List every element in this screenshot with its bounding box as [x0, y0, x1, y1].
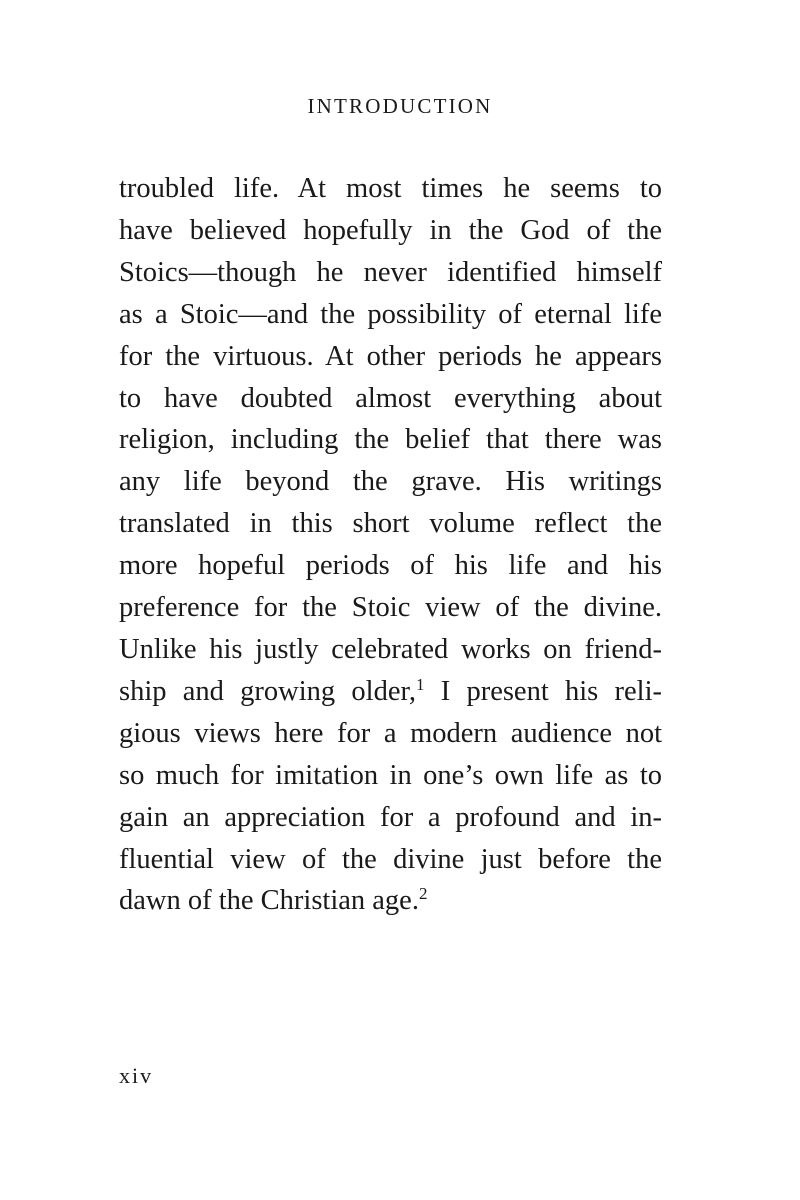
text-line: any life beyond the grave. His writings — [119, 466, 662, 498]
footnote-marker-1[interactable]: 1 — [415, 674, 425, 694]
text-segment: ship and growing older, — [119, 675, 416, 707]
text-line: more hopeful periods of his life and his — [119, 550, 662, 582]
text-line: Stoics—though he never identified himself — [119, 256, 662, 288]
text-line: have believed hopefully in the God of the — [119, 214, 662, 246]
text-line: troubled life. At most times he seems to — [119, 173, 662, 204]
text-line: gious views here for a modern audience not — [119, 717, 662, 749]
text-line: as a Stoic—and the possibility of eternal life — [119, 298, 662, 330]
text-segment: dawn of the Christian age. — [119, 885, 419, 917]
text-line: so much for imitation in one’s own life as to — [119, 759, 662, 791]
body-paragraph — [119, 168, 662, 922]
page-number: xiv — [119, 1063, 154, 1088]
text-line: preference for the Stoic view of the divine. — [119, 592, 662, 624]
text-line: gain an appreciation for a profound and in- — [119, 801, 662, 833]
text-line: for the virtuous. At other periods he appears — [119, 340, 662, 372]
running-head: INTRODUCTION — [307, 94, 493, 118]
text-line: translated in this short volume reflect the — [119, 508, 662, 540]
text-line: to have doubted almost everything about — [119, 382, 662, 414]
text-line: fluential view of the divine just before the — [119, 843, 662, 875]
text-segment: I present his reli- — [424, 675, 662, 707]
text-line: Unlike his justly celebrated works on friend- — [119, 633, 662, 665]
text-line: religion, including the belief that there was — [119, 424, 662, 456]
text-line — [119, 671, 662, 713]
text-line — [119, 880, 662, 922]
footnote-marker-2[interactable]: 2 — [418, 884, 428, 904]
